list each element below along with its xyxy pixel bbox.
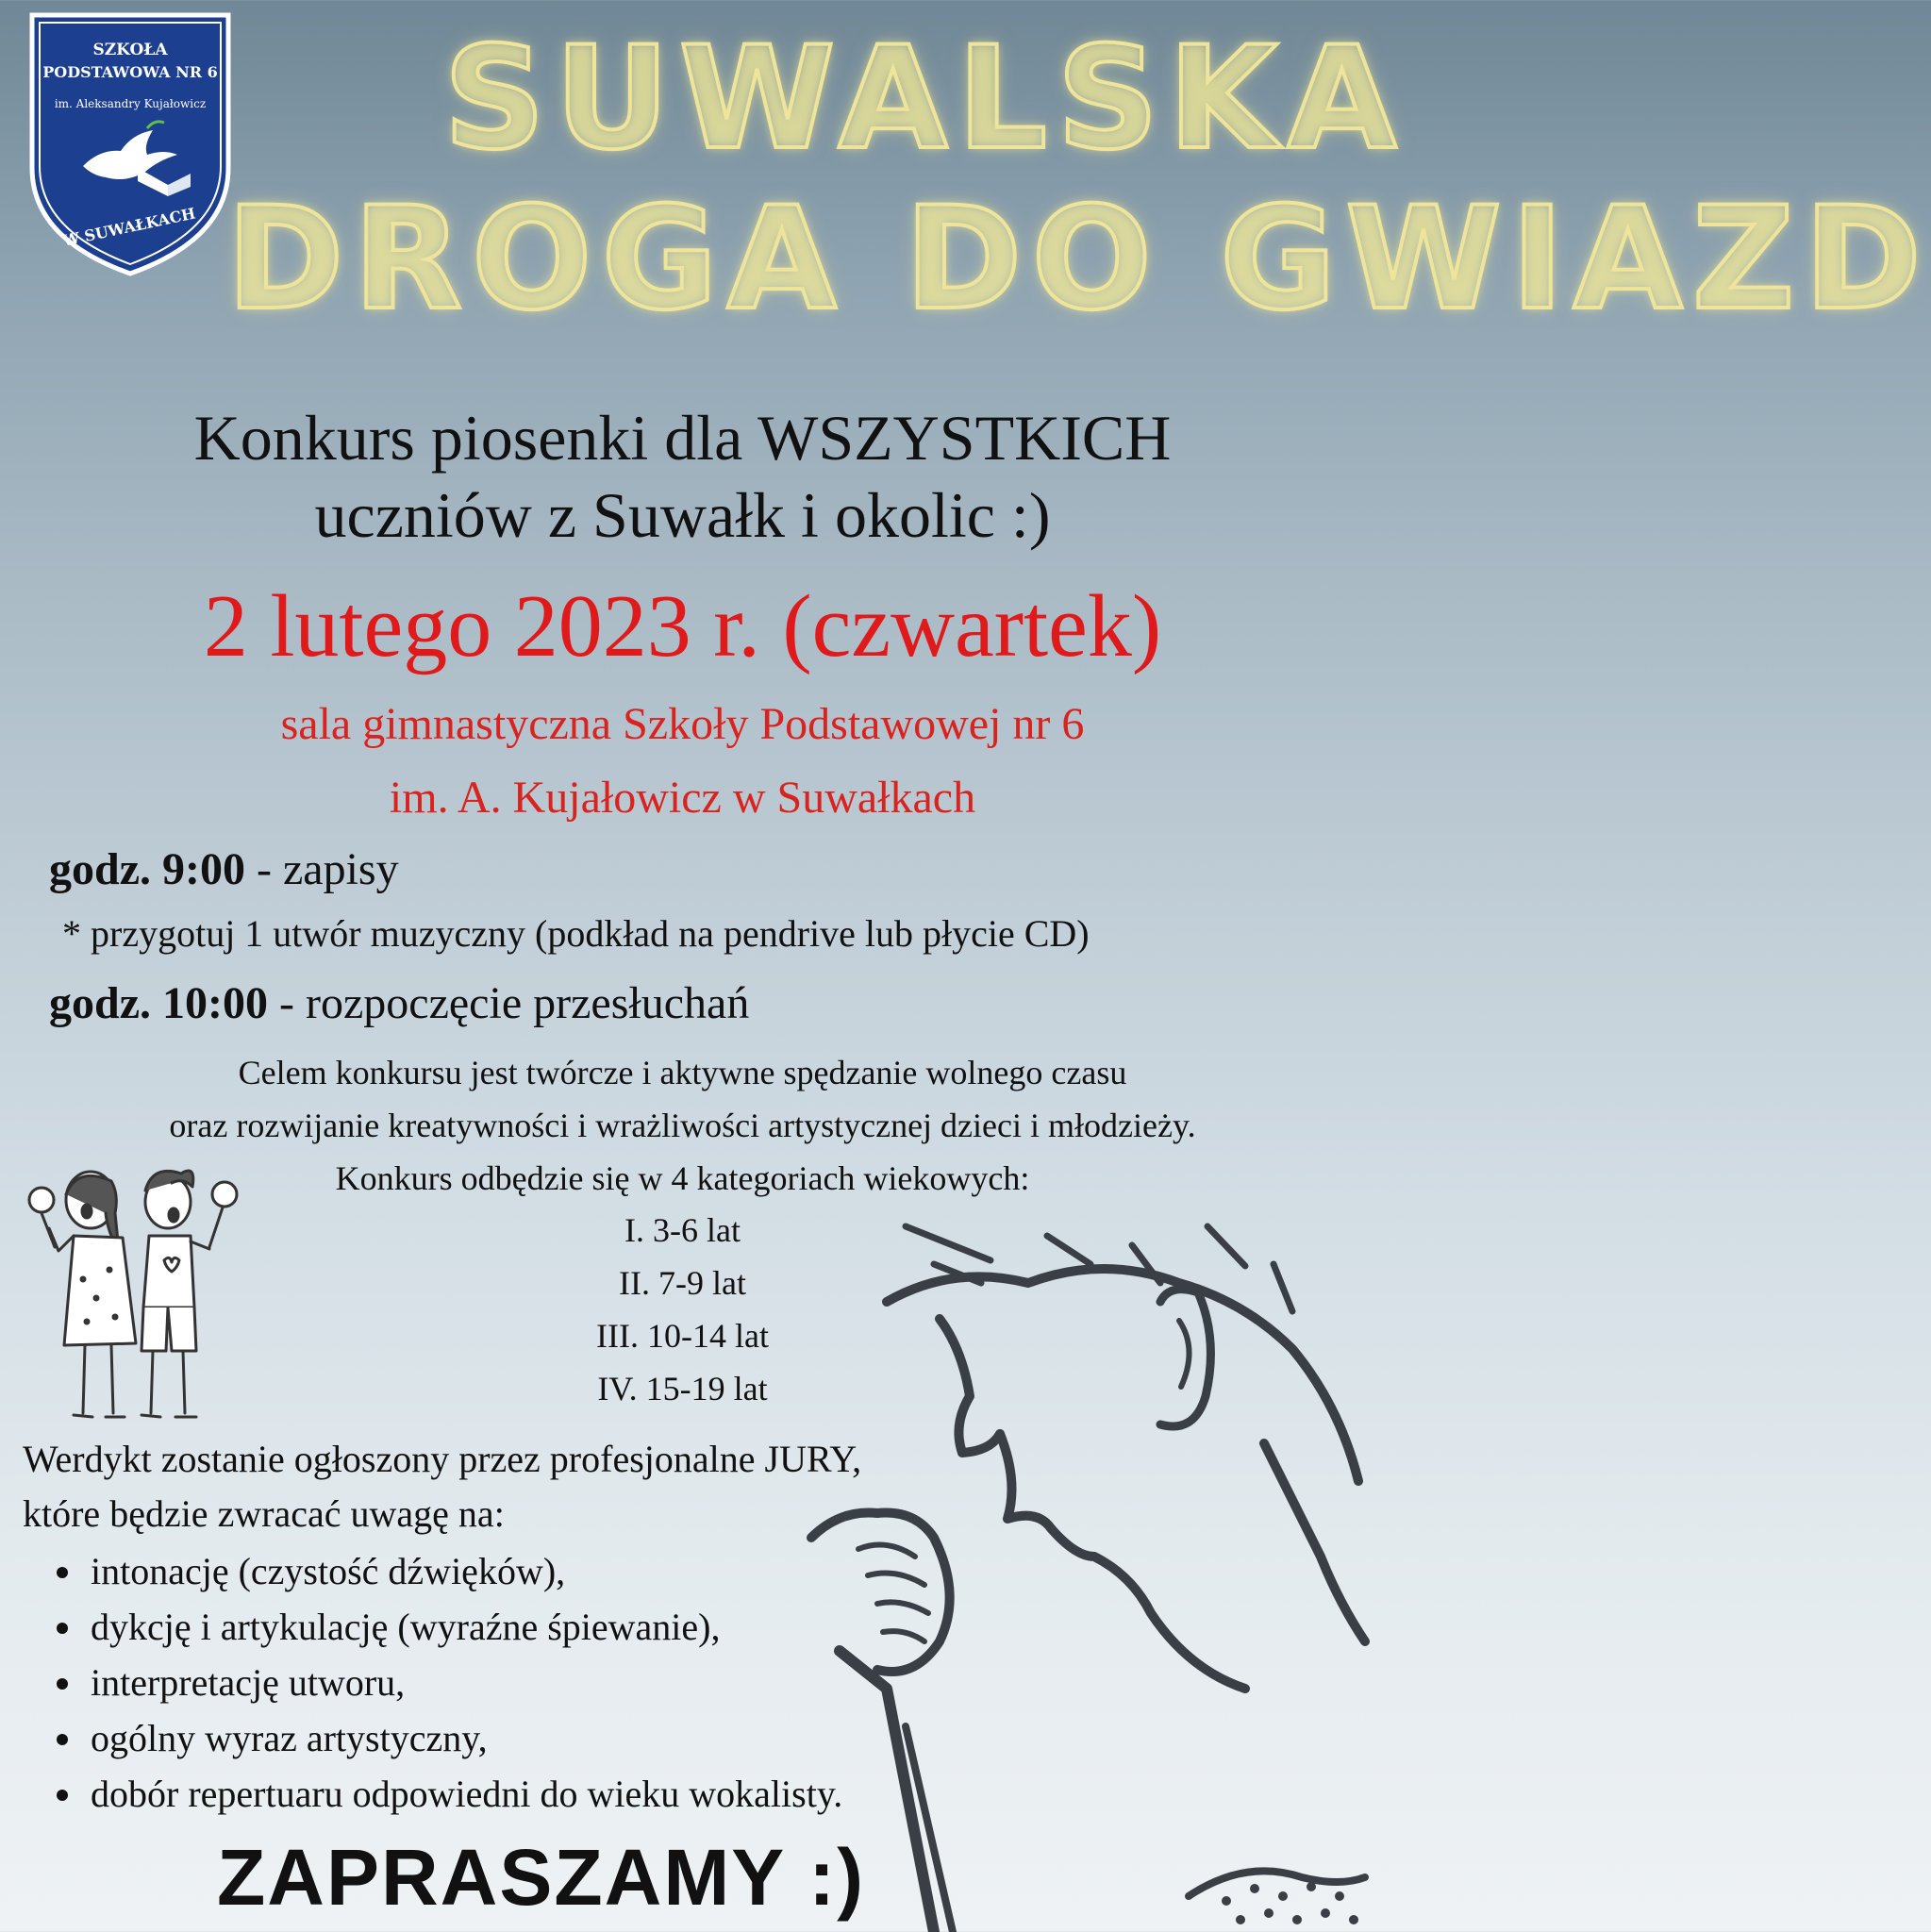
bullet-icon <box>57 1623 68 1634</box>
criteria-item <box>57 1766 842 1822</box>
goal-line1: Celem konkursu jest twórcze i aktywne spędzanie wolnego czasu <box>238 1054 1127 1091</box>
badge-line3: im. Aleksandry Kujałowicz <box>54 97 207 110</box>
singing-children-illustration <box>21 1157 247 1440</box>
schedule-text: - rozpoczęcie przesłuchań <box>267 978 750 1028</box>
bullet-icon <box>57 1734 68 1745</box>
category-item: II. 7-9 lat <box>619 1264 746 1302</box>
verdict-line2: które będzie zwracać uwagę na: <box>23 1492 505 1535</box>
bullet-icon <box>57 1790 68 1801</box>
schedule-item-auditions <box>49 975 749 1032</box>
bullet-icon <box>57 1678 68 1690</box>
subtitle-line1: Konkurs piosenki dla WSZYSTKICH <box>193 402 1172 474</box>
verdict-line1: Werdykt zostanie ogłoszony przez profesjonalne JURY, <box>23 1438 862 1480</box>
criteria-item <box>57 1710 842 1766</box>
goal-line2: oraz rozwijanie kreatywności i wrażliwości artystycznej dzieci i młodzieży. <box>169 1107 1196 1144</box>
category-item: IV. 15-19 lat <box>597 1370 768 1407</box>
poster-title-line2: DROGA DO GWIAZD <box>226 177 1931 341</box>
criteria-list <box>57 1543 842 1822</box>
badge-line1: SZKOŁA <box>92 41 168 59</box>
criteria-item <box>57 1543 842 1599</box>
schedule-time: godz. 10:00 <box>49 978 268 1028</box>
schedule-text: - zapisy <box>244 844 399 894</box>
poster-title-line1: SUWALSKA <box>443 17 1407 181</box>
criteria-text: dobór repertuaru odpowiedni do wieku wokalisty. <box>91 1773 843 1815</box>
badge-line4: W SUWAŁKACH <box>60 204 197 250</box>
schedule-time: godz. 9:00 <box>49 844 245 894</box>
categories-intro: Konkurs odbędzie się w 4 kategoriach wiekowych: <box>335 1159 1030 1197</box>
bullet-icon <box>57 1567 68 1578</box>
invite-text: ZAPRASZAMY :) <box>217 1833 866 1922</box>
subtitle-line2: uczniów z Suwałk i okolic :) <box>314 479 1051 551</box>
category-item: III. 10-14 lat <box>596 1317 769 1355</box>
criteria-item <box>57 1599 842 1655</box>
venue-line2: im. A. Kujałowicz w Suwałkach <box>389 773 976 823</box>
schedule-item-registration <box>49 841 399 898</box>
criteria-text: interpretację utworu, <box>91 1661 406 1704</box>
criteria-item <box>57 1655 842 1710</box>
school-badge <box>26 8 234 277</box>
venue-line1: sala gimnastyczna Szkoły Podstawowej nr 6 <box>280 699 1085 749</box>
criteria-text: dykcję i artykulację (wyraźne śpiewanie), <box>91 1606 721 1648</box>
badge-line2: PODSTAWOWA NR 6 <box>42 63 218 81</box>
category-item: I. 3-6 lat <box>624 1211 741 1249</box>
criteria-text: intonację (czystość dźwięków), <box>91 1550 566 1592</box>
singer-with-microphone-illustration <box>849 1198 1365 1932</box>
event-date: 2 lutego 2023 r. (czwartek) <box>203 577 1162 675</box>
schedule-note: * przygotuj 1 utwór muzyczny (podkład na pendrive lub płycie CD) <box>62 912 1090 955</box>
criteria-text: ogólny wyraz artystyczny, <box>91 1717 488 1759</box>
